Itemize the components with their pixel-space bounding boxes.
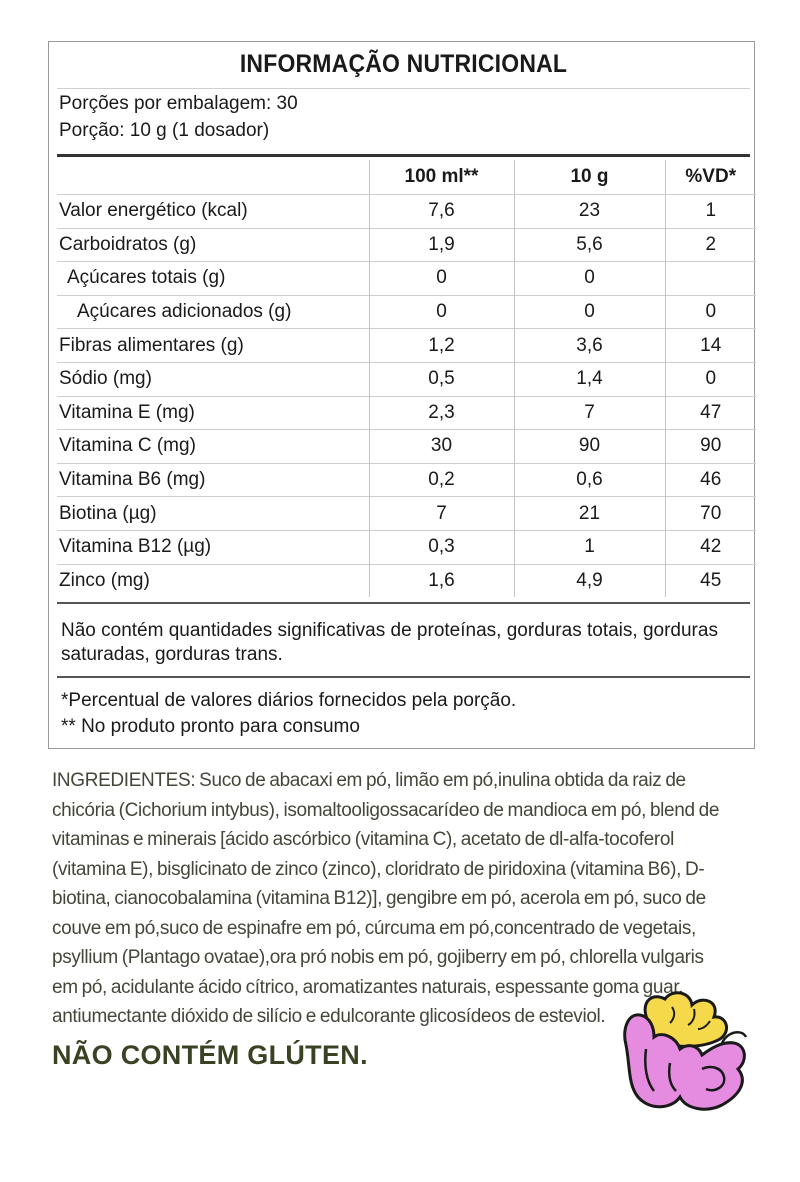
value-100ml: 7,6	[369, 195, 514, 229]
value-10g: 3,6	[514, 329, 665, 363]
table-row	[57, 262, 756, 296]
nutrition-table	[57, 160, 756, 597]
gluten-warning: NÃO CONTÉM GLÚTEN.	[52, 1040, 368, 1070]
value-vd: 42	[665, 530, 756, 564]
value-10g: 4,9	[514, 564, 665, 597]
header-100ml: 100 ml**	[369, 160, 514, 195]
value-vd: 90	[665, 430, 756, 464]
nutrient-label: Fibras alimentares (g)	[57, 329, 369, 363]
value-10g: 5,6	[514, 228, 665, 262]
header-label	[57, 160, 369, 195]
value-10g: 21	[514, 497, 665, 531]
value-vd: 14	[665, 329, 756, 363]
header-10g: 10 g	[514, 160, 665, 195]
value-vd: 70	[665, 497, 756, 531]
value-vd: 2	[665, 228, 756, 262]
table-row	[57, 430, 756, 464]
value-vd: 1	[665, 195, 756, 229]
serving-size: Porção: 10 g (1 dosador)	[59, 120, 270, 141]
value-vd: 45	[665, 564, 756, 597]
value-vd	[665, 262, 756, 296]
value-10g: 23	[514, 195, 665, 229]
value-100ml: 0	[369, 262, 514, 296]
table-row	[57, 530, 756, 564]
nutrient-label: Biotina (µg)	[57, 497, 369, 531]
header-vd: %VD*	[665, 160, 756, 195]
table-row	[57, 295, 756, 329]
footnote-vd: *Percentual de valores diários fornecidos pela porção.	[61, 690, 517, 711]
value-100ml: 1,2	[369, 329, 514, 363]
table-row	[57, 396, 756, 430]
value-10g: 90	[514, 430, 665, 464]
footnote-100ml: ** No produto pronto para consumo	[61, 716, 360, 737]
value-10g: 0,6	[514, 463, 665, 497]
table-row	[57, 497, 756, 531]
value-vd: 47	[665, 396, 756, 430]
table-row	[57, 564, 756, 597]
value-100ml: 0,2	[369, 463, 514, 497]
nutrient-label: Vitamina B6 (mg)	[57, 463, 369, 497]
value-100ml: 0,5	[369, 362, 514, 396]
value-10g: 7	[514, 396, 665, 430]
divider	[57, 88, 750, 89]
not-significant-note: Não contém quantidades significativas de proteínas, gorduras totais, gorduras saturadas, gorduras trans.	[61, 620, 718, 665]
value-10g: 0	[514, 262, 665, 296]
nutrient-label: Sódio (mg)	[57, 362, 369, 396]
value-100ml: 1,6	[369, 564, 514, 597]
nutrient-label: Zinco (mg)	[57, 564, 369, 597]
nutrient-label: Carboidratos (g)	[57, 228, 369, 262]
nutrient-label: Açúcares totais (g)	[57, 262, 369, 296]
table-row	[57, 329, 756, 363]
value-vd: 46	[665, 463, 756, 497]
nutrient-label: Valor energético (kcal)	[59, 200, 248, 222]
value-vd: 0	[665, 295, 756, 329]
value-100ml: 30	[369, 430, 514, 464]
nutrient-label: Vitamina E (mg)	[57, 396, 369, 430]
value-100ml: 0	[369, 295, 514, 329]
table-bottom-divider	[57, 602, 750, 604]
table-row	[57, 195, 756, 229]
ingredients-list: INGREDIENTES: Suco de abacaxi em pó, limão em pó,inulina obtida da raiz de chicória (Cichorium intybus), isomaltooligossacarídeo de mandioca em pó, blend de vitaminas e minerais [ácido ascórbico (vitamina C), acetato de dl-alfa-tocoferol (vitamina E), bisglicinato de zinco (zinco), cloridrato de piridoxina (vitamina B6), D-biotina, cianocobalamina (vitamina B12)], gengibre em pó, acerola em pó, suco de couve em pó,suco de espinafre em pó, cúrcuma em pó,concentrado de vegetais, psyllium (Plantago ovatae),ora pró nobis em pó, gojiberry em pó, chlorella vulgaris em pó, acidulante ácido cítrico, aromatizantes naturais, espessante goma guar, antiumectante dióxido de silício e edulcorante glicosídeos de esteviol.	[52, 770, 720, 1027]
value-100ml: 2,3	[369, 396, 514, 430]
table-row	[57, 228, 756, 262]
nutrient-label: Vitamina B12 (µg)	[57, 530, 369, 564]
table-row	[57, 362, 756, 396]
table-header-row	[57, 160, 756, 195]
panel-title: INFORMAÇÃO NUTRICIONAL	[239, 50, 568, 78]
value-10g: 1	[514, 530, 665, 564]
value-100ml: 7	[369, 497, 514, 531]
footnote-divider	[57, 676, 750, 678]
value-100ml: 0,3	[369, 530, 514, 564]
nutrient-label: Vitamina C (mg)	[57, 430, 369, 464]
nutrition-facts-panel	[48, 41, 755, 749]
nutrient-label: Açúcares adicionados (g)	[57, 295, 369, 329]
ginger-hand-mascot-icon	[610, 985, 760, 1120]
value-100ml: 1,9	[369, 228, 514, 262]
servings-per-package: Porções por embalagem: 30	[59, 93, 298, 114]
value-vd: 0	[665, 362, 756, 396]
table-row	[57, 463, 756, 497]
value-10g: 1,4	[514, 362, 665, 396]
value-10g: 0	[514, 295, 665, 329]
thick-divider	[57, 154, 750, 157]
